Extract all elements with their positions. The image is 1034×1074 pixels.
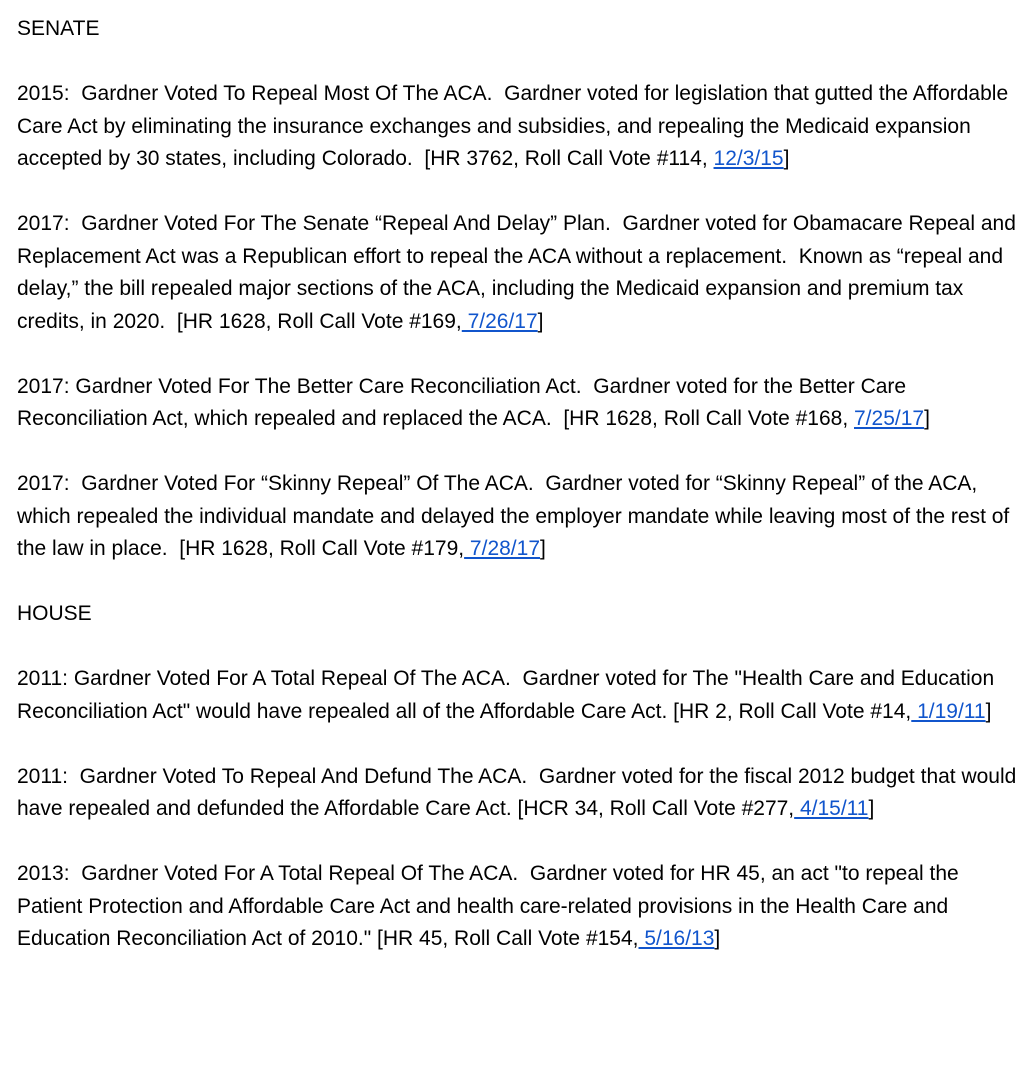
vote-date-link[interactable]: 1/19/11: [911, 699, 986, 723]
paragraph-text: 2017: Gardner Voted For “Skinny Repeal” Of The ACA. Gardner voted for “Skinny Repeal” of the ACA, which repealed the individual mandate and delayed the employer mandate while leaving most of the rest of the law in place. [HR 1628, Roll Call Vote #179,: [17, 472, 1016, 560]
paragraph: [17, 208, 1022, 338]
paragraph-text: ]: [924, 407, 930, 430]
vote-date-link[interactable]: 7/26/17: [461, 309, 538, 333]
vote-date-link[interactable]: 4/15/11: [794, 797, 869, 820]
paragraph-text: 2017: Gardner Voted For The Better Care Reconciliation Act. Gardner voted for the Better Care Reconciliation Act, which repealed and replaced the ACA. [HR 1628, Roll Call Vote #168,: [17, 374, 912, 430]
paragraph-text: 2011: Gardner Voted For A Total Repeal Of The ACA. Gardner voted for The "Health Care and Education Reconciliation Act" would have repealed all of the Affordable Care Act. [HR 2, Roll Call Vote #14,: [17, 667, 1000, 723]
paragraph-text: ]: [540, 537, 546, 560]
paragraph-text: ]: [868, 797, 875, 820]
vote-date-link[interactable]: 7/28/17: [464, 537, 540, 560]
paragraph: [17, 371, 1017, 436]
section-heading: HOUSE: [17, 602, 92, 625]
paragraph-text: ]: [985, 699, 992, 723]
paragraph: [17, 761, 1023, 826]
paragraph-text: 2015: Gardner Voted To Repeal Most Of The ACA. Gardner voted for legislation that gutted the Affordable Care Act by eliminating the insurance exchanges and subsidies, and repealing the Medicaid expansion accepted by 30 states, including Colorado. [HR 3762, Roll Call Vote #114,: [17, 82, 1014, 170]
vote-date-link[interactable]: 12/3/15: [713, 147, 784, 170]
vote-date-link[interactable]: 7/25/17: [854, 407, 925, 430]
paragraph-text: 2017: Gardner Voted For The Senate “Repeal And Delay” Plan. Gardner voted for Obamacare Repeal and Replacement Act was a Republican effort to repeal the ACA without a replacement. Known as “repeal and delay,” the bill repealed major sections of the ACA, including the Medicaid expansion and premium tax credits, in 2020. [HR 1628, Roll Call Vote #169,: [17, 212, 1022, 333]
vote-date-link[interactable]: 5/16/13: [638, 927, 715, 950]
paragraph-text: 2011: Gardner Voted To Repeal And Defund The ACA. Gardner voted for the fiscal 2012 budget that would have repealed and defunded the Affordable Care Act. [HCR 34, Roll Call Vote #277,: [17, 764, 1023, 820]
paragraph: [17, 468, 1017, 566]
paragraph: [17, 663, 1017, 728]
paragraph-text: ]: [537, 309, 544, 333]
paragraph-text: 2013: Gardner Voted For A Total Repeal Of The ACA. Gardner voted for HR 45, an act "to repeal the Patient Protection and Affordable Care Act and health care-related provisions in the Health Care and Education Reconciliation Act of 2010." [HR 45, Roll Call Vote #154,: [17, 862, 965, 950]
paragraph-text: ]: [783, 147, 790, 170]
section-heading: SENATE: [17, 17, 100, 40]
paragraph-text: ]: [714, 927, 721, 950]
paragraph: [17, 78, 1017, 176]
paragraph: [17, 858, 1017, 956]
